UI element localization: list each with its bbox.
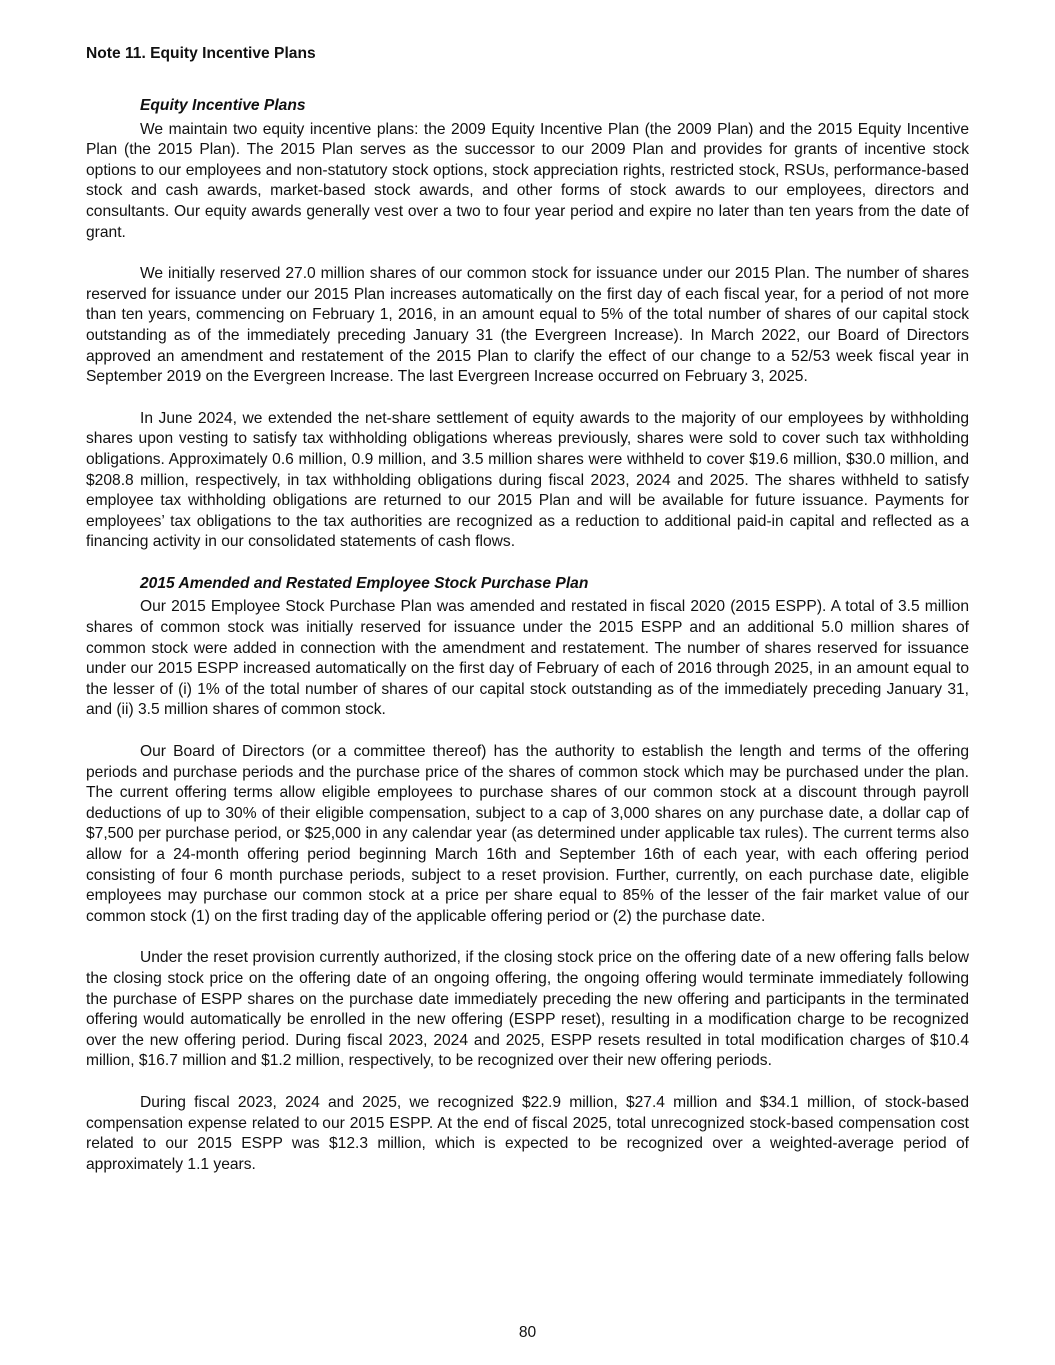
note-title: Note 11. Equity Incentive Plans — [86, 45, 316, 62]
paragraph: In June 2024, we extended the net-share settlement of equity awards to the majority of our employees by withholding shares upon vesting to satisfy tax withholding obligations whereas previously, shares were sold to cover such tax withholding obligations. Approximately 0.6 million, 0.9 million, and 3.5 million shares were withheld to cover $19.6 million, $30.0 million, and $208.8 million, respectively, in tax withholding obligations during fiscal 2023, 2024 and 2025. The shares withheld to satisfy employee tax withholding obligations are returned to our 2015 Plan and will be available for future issuance. Payments for employees’ tax obligations to the tax authorities are recognized as a reduction to additional paid-in capital and reflected as a financing activity in our consolidated statements of cash flows. — [86, 409, 969, 551]
paragraph: Under the reset provision currently authorized, if the closing stock price on the offering date of a new offering falls below the closing stock price on the offering date of an ongoing offering, the ongoing offering would terminate immediately following the purchase of ESPP shares on the purchase date immediately preceding the new offering and participants in the terminated offering would automatically be enrolled in the new offering (ESPP reset), resulting in a modification charge to be recognized over the new offering period. During fiscal 2023, 2024 and 2025, ESPP resets resulted in total modification charges of $10.4 million, $16.7 million and $1.2 million, respectively, to be recognized over their new offering periods. — [86, 949, 969, 1070]
section-espp — [86, 574, 969, 1175]
document-page — [86, 44, 969, 1175]
paragraph: Our 2015 Employee Stock Purchase Plan was amended and restated in fiscal 2020 (2015 ESPP). A total of 3.5 million shares of common stock was initially reserved for issuance under the 2015 ESPP and an additional 5.0 million shares of common stock were added in connection with the amendment and restatement. The number of shares reserved for issuance under our 2015 ESPP increased automatically on the first day of February of each of 2016 through 2025, in an amount equal to the lesser of (i) 1% of the total number of shares of our capital stock outstanding as of the immediately preceding January 31, and (ii) 3.5 million shares of common stock. — [86, 598, 969, 719]
paragraph: During fiscal 2023, 2024 and 2025, we recognized $22.9 million, $27.4 million and $34.1 million, of stock-based compensation expense related to our 2015 ESPP. At the end of fiscal 2025, total unrecognized stock-based compensation cost related to our 2015 ESPP was $12.3 million, which is expected to be recognized over a weighted-average period of approximately 1.1 years. — [86, 1093, 969, 1173]
paragraph: We maintain two equity incentive plans: the 2009 Equity Incentive Plan (the 2009 Plan) and the 2015 Equity Incentive Plan (the 2015 Plan). The 2015 Plan serves as the successor to our 2009 Plan and provides for grants of incentive stock options to our employees and non-statutory stock options, stock appreciation rights, restricted stock, RSUs, performance-based stock and cash awards, market-based stock awards, and other forms of stock awards to our employees, directors and consultants. Our equity awards generally vest over a two to four year period and expire no later than ten years from the date of grant. — [86, 120, 969, 241]
page-number: 80 — [518, 1324, 537, 1341]
section-heading: 2015 Amended and Restated Employee Stock Purchase Plan — [140, 574, 589, 592]
paragraph: Our Board of Directors (or a committee thereof) has the authority to establish the length and terms of the offering periods and purchase periods and the purchase price of the shares of common stock which may be purchased under the plan. The current offering terms allow eligible employees to purchase shares of our common stock at a discount through payroll deductions of up to 30% of their eligible compensation, subject to a cap of 3,000 shares on any purchase date, a dollar cap of $7,500 per purchase period, or $25,000 in any calendar year (as determined under applicable tax rules). The current terms also allow for a 24-month offering period beginning March 16th and September 16th of each year, with each offering period consisting of four 6 month purchase periods, subject to a reset provision. Further, currently, on each purchase date, eligible employees may purchase our common stock at a price per share equal to 85% of the lesser of the fair market value of our common stock (1) on the first trading day of the applicable offering period or (2) the purchase date. — [86, 743, 969, 925]
section-heading: Equity Incentive Plans — [140, 97, 306, 114]
paragraph: We initially reserved 27.0 million shares of our common stock for issuance under our 2015 Plan. The number of shares reserved for issuance under our 2015 Plan increases automatically on the first day of each fiscal year, for a period of not more than ten years, commencing on February 1, 2016, in an amount equal to 5% of the total number of shares of our capital stock outstanding as of the immediately preceding January 31 (the Evergreen Increase). In March 2022, our Board of Directors approved an amendment and restatement of the 2015 Plan to clarify the effect of our change to a 52/53 week fiscal year in September 2019 on the Evergreen Increase. The last Evergreen Increase occurred on February 3, 2025. — [86, 265, 969, 386]
section-equity-incentive-plans — [86, 96, 969, 574]
